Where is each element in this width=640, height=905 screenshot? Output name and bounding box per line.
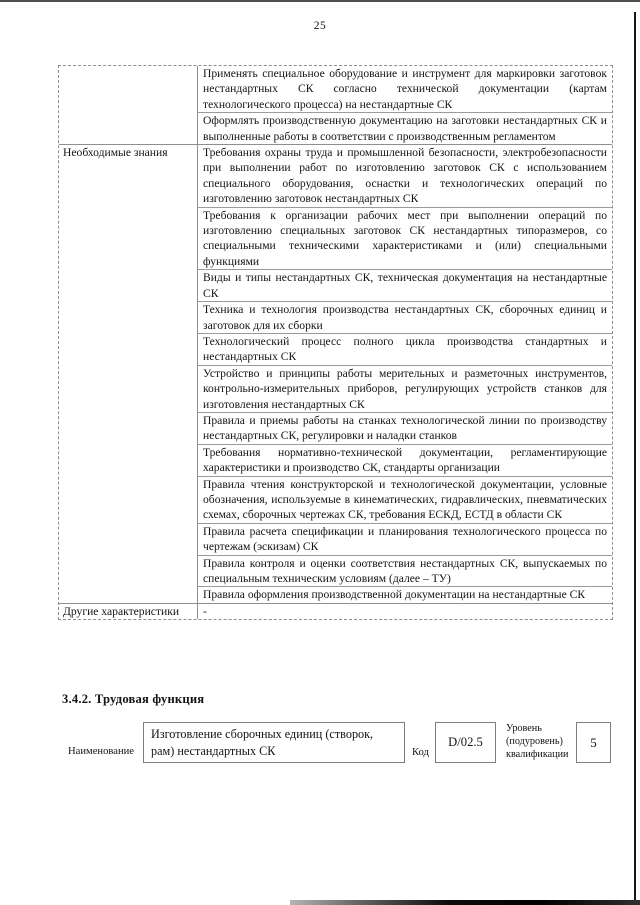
knowledge-item: Устройство и принципы работы мерительных и разметочных инструментов, контрольно-измерительных приборов, регулирующих устройств станков для изготовления нестандартных СК <box>198 365 612 412</box>
function-level-box: 5 <box>576 722 611 763</box>
scan-artifact-right-edge <box>634 12 636 905</box>
knowledge-item: Правила чтения конструкторской и технологической документации, условные обозначения, используемые в кинематических, гидравлических, пневматических схемах, сборочных чертежах СК, требования ЕСКД, ЕСТД в области СК <box>198 476 612 523</box>
function-code-label: Код <box>412 747 429 758</box>
other-characteristics-value: - <box>203 604 207 618</box>
knowledge-item: Требования нормативно-технической документации, регламентирующие характеристики и производство СК, стандарты организации <box>198 444 612 476</box>
skill-item: Оформлять производственную документацию на заготовки нестандартных СК и выполненные работы в соответствии с производственным регламентом <box>198 112 612 144</box>
knowledge-item: Правила и приемы работы на станках технологической линии по производству нестандартных СК, регулировки и наладки станков <box>198 412 612 444</box>
knowledge-item: Требования к организации рабочих мест при выполнении операций по изготовлению специальных заготовок СК нестандартных типоразмеров, со специальными техническими характеристиками и (или) специальными функциями <box>198 207 612 270</box>
function-name-label: Наименование <box>68 746 134 757</box>
knowledge-item: Правила расчета спецификации и планирования технологического процесса по чертежам (эскизам) СК <box>198 523 612 555</box>
section-heading: 3.4.2. Трудовая функция <box>62 692 205 706</box>
table-row-other-characteristics <box>59 603 612 619</box>
row-label-empty <box>59 66 198 144</box>
knowledge-item: Правила контроля и оценки соответствия нестандартных СК, выпускаемых по специальным техническим условиям (далее – ТУ) <box>198 555 612 587</box>
scan-artifact-bottom-edge <box>290 900 640 905</box>
table-row-required-knowledge <box>59 144 612 603</box>
page-number: 25 <box>313 20 327 32</box>
scan-artifact-top-edge <box>0 0 640 2</box>
function-level-label: Уровень (подуровень) квалификации <box>506 723 569 760</box>
table-row-skills-continued <box>59 66 612 144</box>
knowledge-item: Технологический процесс полного цикла производства стандартных и нестандартных СК <box>198 333 612 365</box>
row-label-required-knowledge: Необходимые знания <box>59 145 198 603</box>
knowledge-item: Правила оформления производственной документации на нестандартные СК <box>198 586 612 602</box>
function-code-box: D/02.5 <box>435 722 496 763</box>
knowledge-item: Техника и технология производства нестандартных СК, сборочных единиц и заготовок для их сборки <box>198 301 612 333</box>
knowledge-item: Виды и типы нестандартных СК, техническая документация на нестандартные СК <box>198 269 612 301</box>
knowledge-item: Требования охраны труда и промышленной безопасности, электробезопасности при выполнении работ по изготовлению заготовок СК с использованием специального оборудования, оснастки и технологических операций по изготовлению заготовок нестандартных СК <box>203 146 607 206</box>
requirements-table <box>58 65 613 620</box>
skill-item: Применять специальное оборудование и инструмент для маркировки заготовок нестандартных СК согласно технической документации (картам технологического процесса) на нестандартные СК <box>203 67 607 111</box>
function-name-box: Изготовление сборочных единиц (створок, рам) нестандартных СК <box>143 722 405 763</box>
row-label-other-characteristics: Другие характеристики <box>59 604 198 619</box>
